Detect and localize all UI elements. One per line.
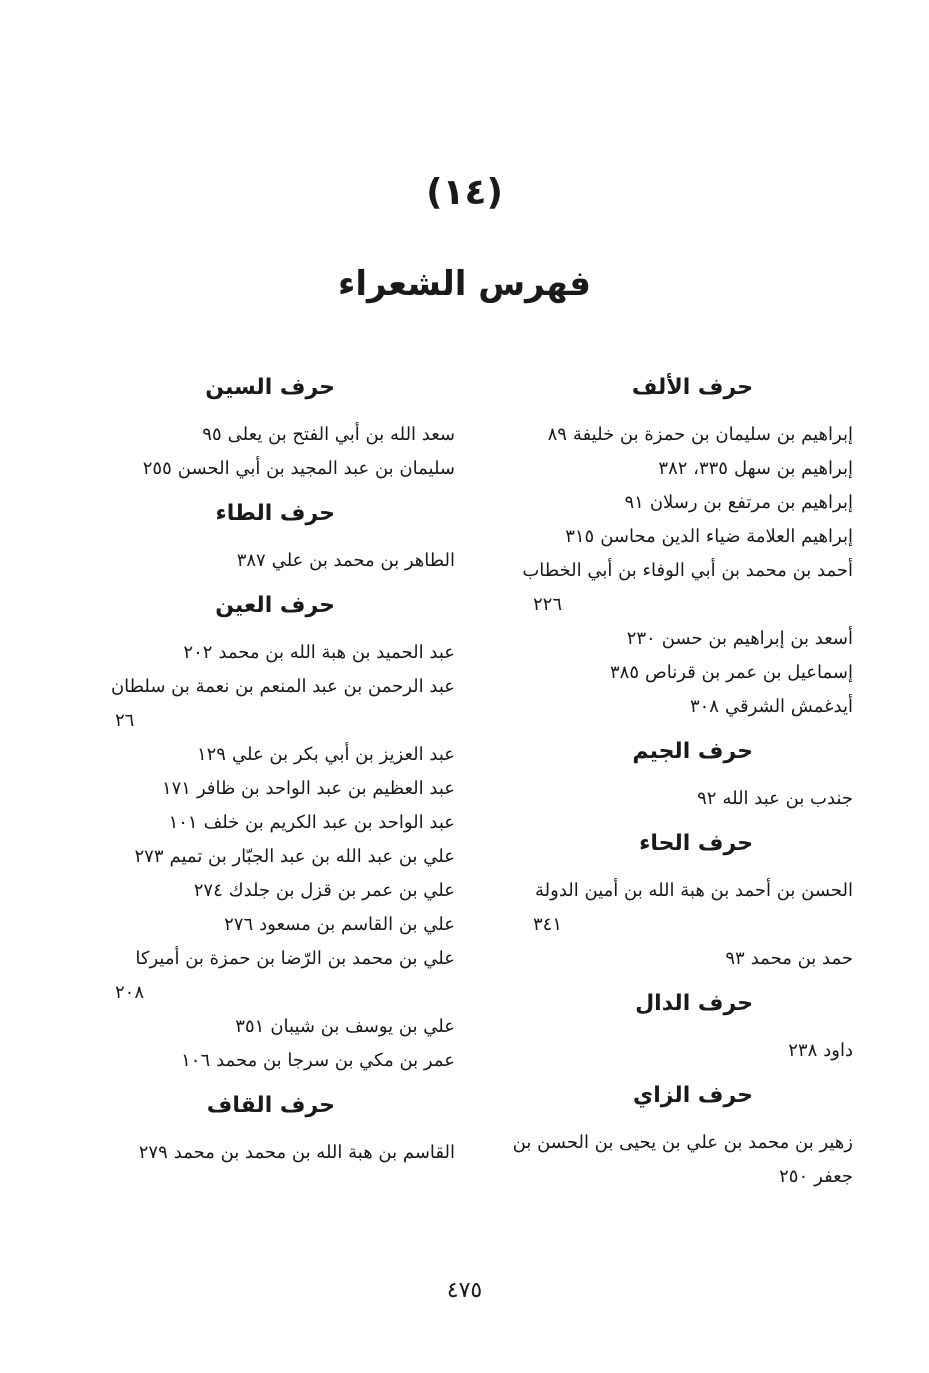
poet-name: إبراهيم بن مرتفع بن رسلان (649, 492, 853, 513)
index-entry (493, 520, 853, 554)
poet-name: زهير بن محمد بن علي بن يحيى بن الحسن بن جعفر (512, 1132, 853, 1187)
page-reference: ٩٢ (697, 788, 717, 809)
index-entry (493, 486, 853, 520)
page-reference: ٢٧٦ (224, 914, 254, 935)
page-reference: ٢٢٦ (533, 594, 563, 615)
poet-name: عبد الرحمن بن عبد المنعم بن نعمة بن سلطان (110, 676, 455, 697)
poet-name: علي بن عمر بن قزل بن جلدك (228, 880, 455, 901)
page-reference: ٣٥١ (235, 1016, 265, 1037)
poet-name: جندب بن عبد الله (722, 788, 853, 809)
page-reference: ٢٣٠ (626, 628, 656, 649)
index-section (75, 496, 455, 578)
index-entry (75, 908, 455, 942)
index-entry (75, 1136, 455, 1170)
poet-name: إبراهيم بن سليمان بن حمزة بن خليفة (572, 424, 853, 445)
index-entry (75, 874, 455, 908)
page-reference: ٢٧٩ (138, 1142, 168, 1163)
page-reference: ٢٥٠ (779, 1166, 809, 1187)
index-entry (493, 418, 853, 452)
poet-name: سعد الله بن أبي الفتح بن يعلى (227, 424, 455, 445)
index-entry (75, 738, 455, 772)
poet-name: حمد بن محمد (750, 948, 853, 969)
index-section (75, 588, 455, 1078)
page-reference: ٢٦ (115, 710, 135, 731)
page-title: فهرس الشعراء (337, 264, 591, 304)
index-entry (75, 942, 455, 1010)
poet-name: داود (823, 1040, 853, 1061)
page-reference: ١٢٩ (196, 744, 226, 765)
poet-name: عمر بن مكي بن سرجا بن محمد (216, 1050, 455, 1071)
poet-name: عبد الواحد بن عبد الكريم بن خلف (203, 812, 455, 833)
poet-name: إسماعيل بن عمر بن قرناص (645, 662, 853, 683)
index-entry (493, 1126, 853, 1194)
index-entry (75, 840, 455, 874)
index-section (493, 986, 853, 1068)
page-reference: ٩١ (624, 492, 644, 513)
index-entry (75, 670, 455, 738)
page-reference: ٣٠٨ (689, 696, 719, 717)
page-reference: ٣٣٥، ٣٨٢ (658, 458, 728, 479)
poet-name: عبد العزيز بن أبي بكر بن علي (231, 744, 455, 765)
section-heading: حرف الجيم (632, 739, 753, 764)
poet-name: علي بن يوسف بن شيبان (270, 1016, 455, 1037)
page-reference: ٢٧٣ (134, 846, 164, 867)
page-number: ٤٧٥ (446, 1278, 483, 1303)
chapter-number: (١٤) (426, 172, 503, 213)
index-section (75, 1088, 455, 1170)
page-reference: ١٠١ (168, 812, 198, 833)
index-section (493, 826, 853, 976)
left-column (75, 370, 455, 1180)
poet-name: الحسن بن أحمد بن هبة الله بن أمين الدولة (535, 880, 853, 901)
poet-name: عبد العظيم بن عبد الواحد بن ظافر (196, 778, 455, 799)
index-entry (493, 874, 853, 942)
index-entry (493, 942, 853, 976)
section-heading: حرف الدال (635, 991, 753, 1016)
poet-name: أيدغمش الشرقي (724, 696, 853, 717)
index-entry (493, 782, 853, 816)
index-entry (493, 452, 853, 486)
poet-name: إبراهيم العلامة ضياء الدين محاسن (600, 526, 853, 547)
index-entry (75, 544, 455, 578)
index-entry (75, 418, 455, 452)
index-section (493, 370, 853, 724)
poet-name: أسعد بن إبراهيم بن حسن (661, 628, 853, 649)
poet-name: علي بن عبد الله بن عبد الجبّار بن تميم (169, 846, 455, 867)
section-heading: حرف العين (215, 593, 335, 618)
poet-name: عبد الحميد بن هبة الله بن محمد (218, 642, 455, 663)
index-section (493, 1078, 853, 1194)
index-section (75, 370, 455, 486)
poet-name: علي بن محمد بن الرّضا بن حمزة بن أميركا (135, 948, 455, 969)
index-entry (493, 1034, 853, 1068)
section-heading: حرف الطاء (215, 501, 335, 526)
index-entry (493, 554, 853, 622)
index-entry (75, 1044, 455, 1078)
page-reference: ٣٨٥ (610, 662, 640, 683)
section-heading: حرف الحاء (639, 831, 753, 856)
page-reference: ٢٥٥ (142, 458, 172, 479)
poet-name: إبراهيم بن سهل (733, 458, 853, 479)
page-reference: ٩٣ (725, 948, 745, 969)
page-reference: ٨٩ (547, 424, 567, 445)
index-entry (75, 636, 455, 670)
poet-name: القاسم بن هبة الله بن محمد بن محمد (173, 1142, 455, 1163)
index-entry (75, 452, 455, 486)
section-heading: حرف القاف (206, 1093, 335, 1118)
index-entry (493, 690, 853, 724)
poet-name: علي بن القاسم بن مسعود (259, 914, 455, 935)
right-column (493, 370, 853, 1204)
poet-name: الطاهر بن محمد بن علي (271, 550, 455, 571)
index-entry (75, 1010, 455, 1044)
page-reference: ١٠٦ (181, 1050, 211, 1071)
index-entry (75, 772, 455, 806)
page-reference: ٢٠٨ (115, 982, 145, 1003)
poet-name: سليمان بن عبد المجيد بن أبي الحسن (177, 458, 455, 479)
index-entry (493, 656, 853, 690)
index-entry (493, 622, 853, 656)
page-reference: ٢٧٤ (193, 880, 223, 901)
poet-name: أحمد بن محمد بن أبي الوفاء بن أبي الخطاب (522, 560, 853, 581)
section-heading: حرف الزاي (633, 1083, 753, 1108)
page-reference: ٣٤١ (533, 914, 563, 935)
section-heading: حرف السين (205, 375, 335, 400)
index-section (493, 734, 853, 816)
page-reference: ٣١٥ (565, 526, 595, 547)
page-reference: ٢٠٢ (183, 642, 213, 663)
index-entry (75, 806, 455, 840)
page-reference: ٩٥ (202, 424, 222, 445)
page-reference: ٣٨٧ (236, 550, 266, 571)
page-reference: ١٧١ (161, 778, 191, 799)
page-reference: ٢٣٨ (788, 1040, 818, 1061)
section-heading: حرف الألف (631, 375, 753, 400)
